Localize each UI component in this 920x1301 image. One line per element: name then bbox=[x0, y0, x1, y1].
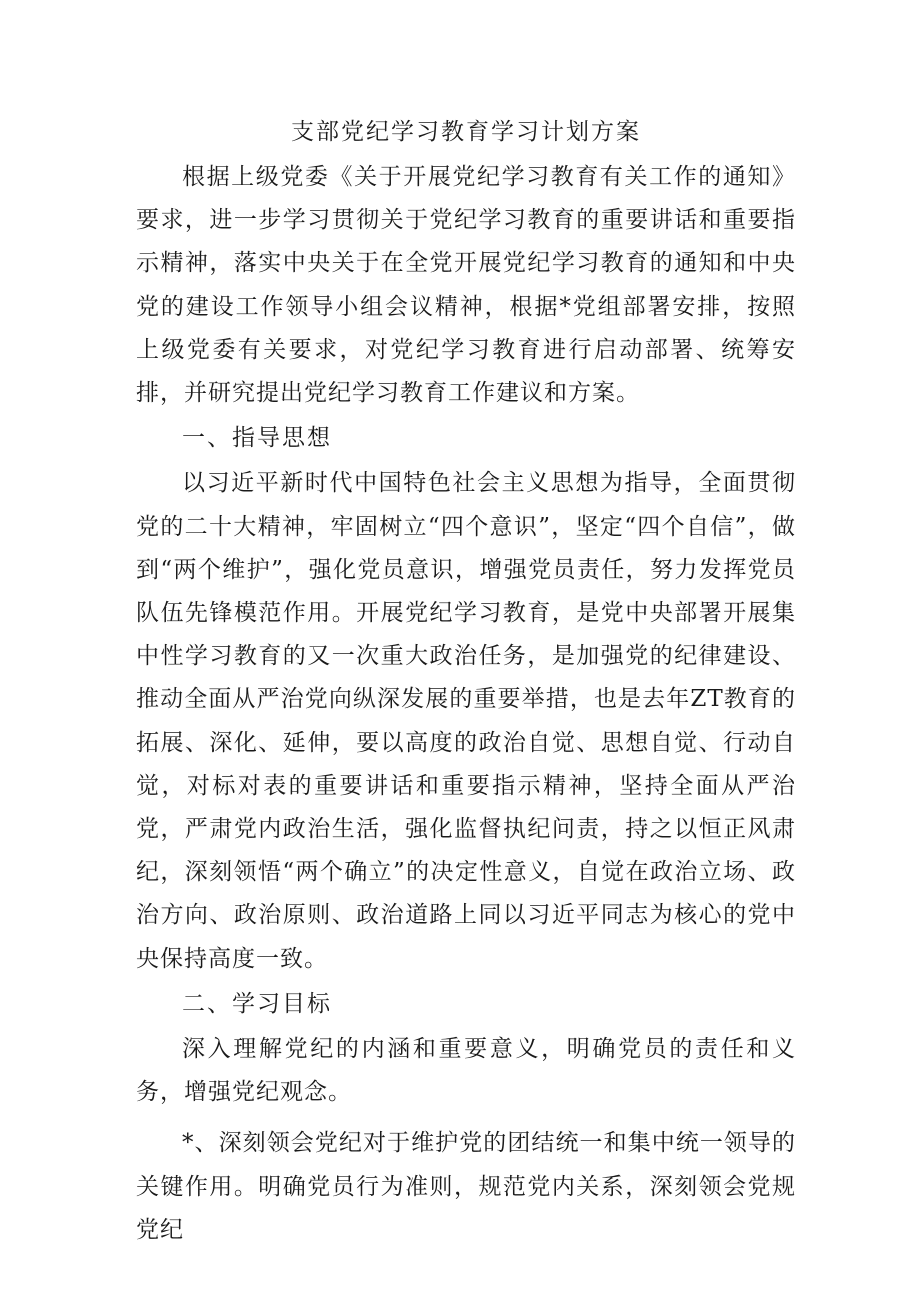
document-page bbox=[136, 112, 796, 1252]
section-heading-learning-goals: 二、学习目标 bbox=[182, 990, 332, 1017]
section-body-guiding-ideology: 以习近平新时代中国特色社会主义思想为指导，全面贯彻党的二十大精神，牢固树立“四个意识”，坚定“四个自信”，做到“两个维护”，强化党员意识，增强党员责任，努力发挥党员队伍先锋模范作用。开展党纪学习教育，是党中央部署开展集中性学习教育的又一次重大政治任务，是加强党的纪律建设、推动全面从严治党向纵深发展的重要举措，也是去年ZT教育的拓展、深化、延伸，要以高度的政治自觉、思想自觉、行动自觉，对标对表的重要讲话和重要指示精神，坚持全面从严治党，严肃党内政治生活，强化监督执纪问责，持之以恒正风肃纪，深刻领悟“两个确立”的决定性意义，自觉在政治立场、政治方向、政治原则、政治道路上同以习近平同志为核心的党中央保持高度一致。 bbox=[136, 470, 796, 972]
document-title: 支部党纪学习教育学习计划方案 bbox=[291, 119, 641, 145]
section-body-learning-goals: 深入理解党纪的内涵和重要意义，明确党员的责任和义务，增强党纪观念。 bbox=[136, 1036, 796, 1106]
intro-paragraph: 根据上级党委《关于开展党纪学习教育有关工作的通知》要求，进一步学习贯彻关于党纪学习教育的重要讲话和重要指示精神，落实中央关于在全党开展党纪学习教育的通知和中央党的建设工作领导小组会议精神，根据*党组部署安排，按照上级党委有关要求，对党纪学习教育进行启动部署、统筹安排，并研究提出党纪学习教育工作建议和方案。 bbox=[136, 164, 796, 407]
list-item-first-goal: *、深刻领会党纪对于维护党的团结统一和集中统一领导的关键作用。明确党员行为准则，规范党内关系，深刻领会党规党纪 bbox=[136, 1130, 796, 1243]
section-heading-guiding-ideology: 一、指导思想 bbox=[182, 425, 332, 452]
